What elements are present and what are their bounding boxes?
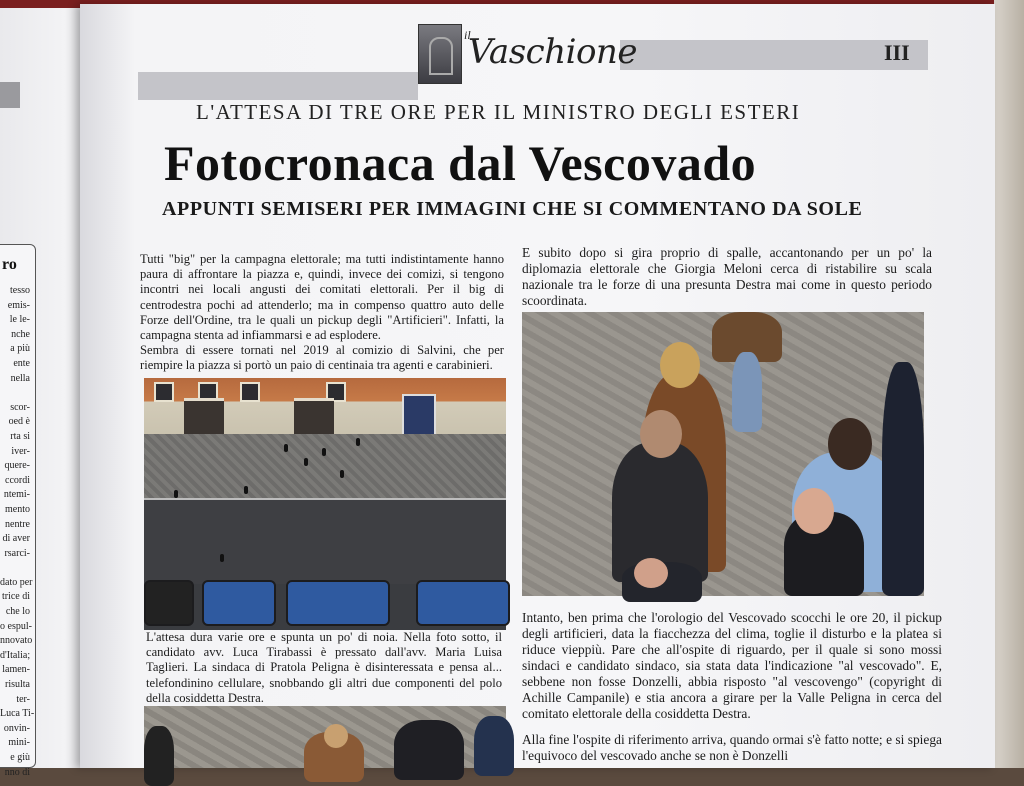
photo-police-car: [286, 580, 390, 626]
photo-car: [144, 580, 194, 626]
photo-head: [640, 410, 682, 458]
left-column-line: iver-: [11, 445, 30, 457]
paragraph: Alla fine l'ospite di riferimento arriva, quando ormai s'è fatto notte; e si spiega l'equivoco del vescovado anche se non è Donzelli: [522, 732, 942, 763]
left-column-line: dato per: [0, 576, 33, 588]
left-column-line: [0, 386, 30, 401]
photo-police-car: [202, 580, 276, 626]
left-column-line: di aver: [2, 533, 30, 545]
photo-shopfront: [294, 398, 334, 439]
paragraph: E subito dopo si gira proprio di spalle, accantonando per un po' la diplomazia elettorale che Giorgia Meloni cerca di ristabilire su scala nazionale tra le forze di una presunta Destra mai come in questo periodo scoordinata.: [522, 245, 932, 308]
left-column-line: o espul-: [0, 620, 32, 632]
paragraph: Sembra di essere tornati nel 2019 al comizio di Salvini, che per riempire la piazza si portò un paio di centinaia tra agenti e carabinieri.: [140, 343, 504, 373]
logo-prefix: il: [464, 28, 471, 42]
photo-man-right: [882, 362, 924, 596]
left-column-line: ter-: [16, 693, 30, 705]
left-column-line: nentre: [5, 518, 30, 530]
photo-person: [474, 716, 514, 776]
left-column-line: lamen-: [2, 664, 30, 676]
left-column-line: mini-: [8, 737, 30, 749]
photo-poster: [402, 394, 436, 436]
left-column-heading: ro: [2, 256, 17, 273]
left-column-line: trice di: [1, 591, 30, 603]
page-number: III: [884, 40, 910, 65]
photo-person: [356, 438, 360, 446]
left-column-line: oed è: [8, 416, 30, 428]
left-page: [0, 8, 92, 778]
photo-person: [220, 554, 224, 562]
left-column-line: ccordi: [5, 474, 30, 486]
photo-person: [284, 444, 288, 452]
left-column-line: nnovato: [0, 635, 33, 647]
photo-person: [322, 448, 326, 456]
left-column-line: risulta: [5, 679, 30, 691]
photo-head: [828, 418, 872, 470]
left-column-line: d'Italia;: [0, 649, 31, 661]
article-kicker: L'ATTESA DI TRE ORE PER IL MINISTRO DEGLI ESTERI: [196, 100, 801, 124]
left-column-line: emis-: [7, 299, 30, 311]
left-column-line: onvin-: [3, 722, 30, 734]
photo-window: [154, 382, 174, 402]
left-column-text: [0, 284, 35, 780]
left-column-line: rsarci-: [4, 547, 30, 559]
masthead-logo: [418, 24, 637, 84]
photo-head: [794, 488, 834, 534]
photo-person: [304, 458, 308, 466]
paragraph: Tutti "big" per la campagna elettorale; ma tutti indistintamente hanno paura di affrontare la piazza e, quindi, invece dei comizi, si tengono incontri nei locali angusti dei comitati elettorali. Per il big di centrodestra pochi ad attenderlo; ma in compenso quattro auto delle Forze dell'Ordine, tra le quali un pickup degli "Artificieri". Infatti, la campagna stenta ad infiammarsi e ad esplodere.: [140, 252, 504, 343]
left-column-line: nche: [11, 328, 30, 340]
left-header-band: [0, 82, 20, 108]
photo-police-car: [416, 580, 510, 626]
photo-person: [394, 720, 464, 780]
photo-head: [634, 558, 668, 588]
photo-person: [244, 486, 248, 494]
photo-shopfront: [184, 398, 224, 439]
logo-name: Vaschione: [468, 32, 637, 72]
article-column-2-final: [522, 732, 942, 764]
header-band-right: [620, 40, 928, 70]
photo-person: [144, 726, 174, 786]
photo-candidates: [522, 312, 924, 596]
left-column-line: le le-: [9, 314, 30, 326]
photo-window: [240, 382, 260, 402]
photo-street-aerial: [144, 378, 506, 630]
photo-bottom-crowd: [144, 706, 506, 768]
left-column-line: quere-: [4, 460, 30, 472]
photo-sidewalk: [144, 434, 506, 504]
left-column-line: rta si: [10, 430, 30, 442]
left-column-line: nella: [10, 372, 30, 384]
photo-person: [174, 490, 178, 498]
photo-head: [660, 342, 700, 388]
left-column-line: Luca Ti-: [0, 708, 35, 720]
article-headline: Fotocronaca dal Vescovado: [164, 135, 757, 191]
left-column-line: tesso: [10, 285, 30, 296]
photo-person: [340, 470, 344, 478]
photo-jeans: [732, 352, 762, 432]
left-column-line: che lo: [5, 606, 30, 618]
left-column-line: mento: [5, 503, 30, 515]
backdrop-right-edge: [994, 0, 1024, 768]
paragraph: L'attesa dura varie ore e spunta un po' di noia. Nella foto sotto, il candidato avv. Luca Tirabassi è pressato dall'avv. Maria Luisa Taglieri. La sindaca di Pratola Peligna è disinteressata e pensa al... telefondinino cellulare, snobbando gli altri due componenti del polo della cosiddetta Destra.: [146, 630, 502, 705]
paragraph: Intanto, ben prima che l'orologio del Vescovado scocchi le ore 20, il pickup degli artificieri, data la fiacchezza del clima, toglie il disturbo e la platea si riduce vieppiù. Pare che all'ospite di riguardo, per il quale si sono mossi sindaci e candidato sindaco, sia stata data l'indicazione "al vescovado". E, sebbene non fosse Donzelli, abbia risposto "al vescovengo" (copyright di Achille Campanile) e stia ancora a girare per la Valle Peligna in cerca del comitato elettorale della cosiddetta Destra.: [522, 610, 942, 721]
left-column-line: ente: [13, 357, 30, 369]
article-column-1: [140, 252, 504, 374]
logo-building-image: [418, 24, 462, 84]
left-column-line: scor-: [10, 401, 30, 413]
left-column-line: [0, 561, 30, 576]
article-column-2-continued: [522, 610, 942, 722]
photo-head: [324, 724, 348, 748]
header-band-left: [138, 72, 418, 100]
article-subhead: APPUNTI SEMISERI PER IMMAGINI CHE SI COMMENTANO DA SOLE: [162, 198, 863, 220]
left-column-line: e giù: [10, 752, 30, 763]
left-column-line: a più: [10, 343, 30, 355]
left-column-line: ntemi-: [3, 489, 30, 501]
photo-caption: [146, 630, 502, 706]
left-column-line: nno di: [4, 766, 30, 778]
article-column-2: [522, 245, 932, 309]
photo-road: [144, 500, 506, 584]
